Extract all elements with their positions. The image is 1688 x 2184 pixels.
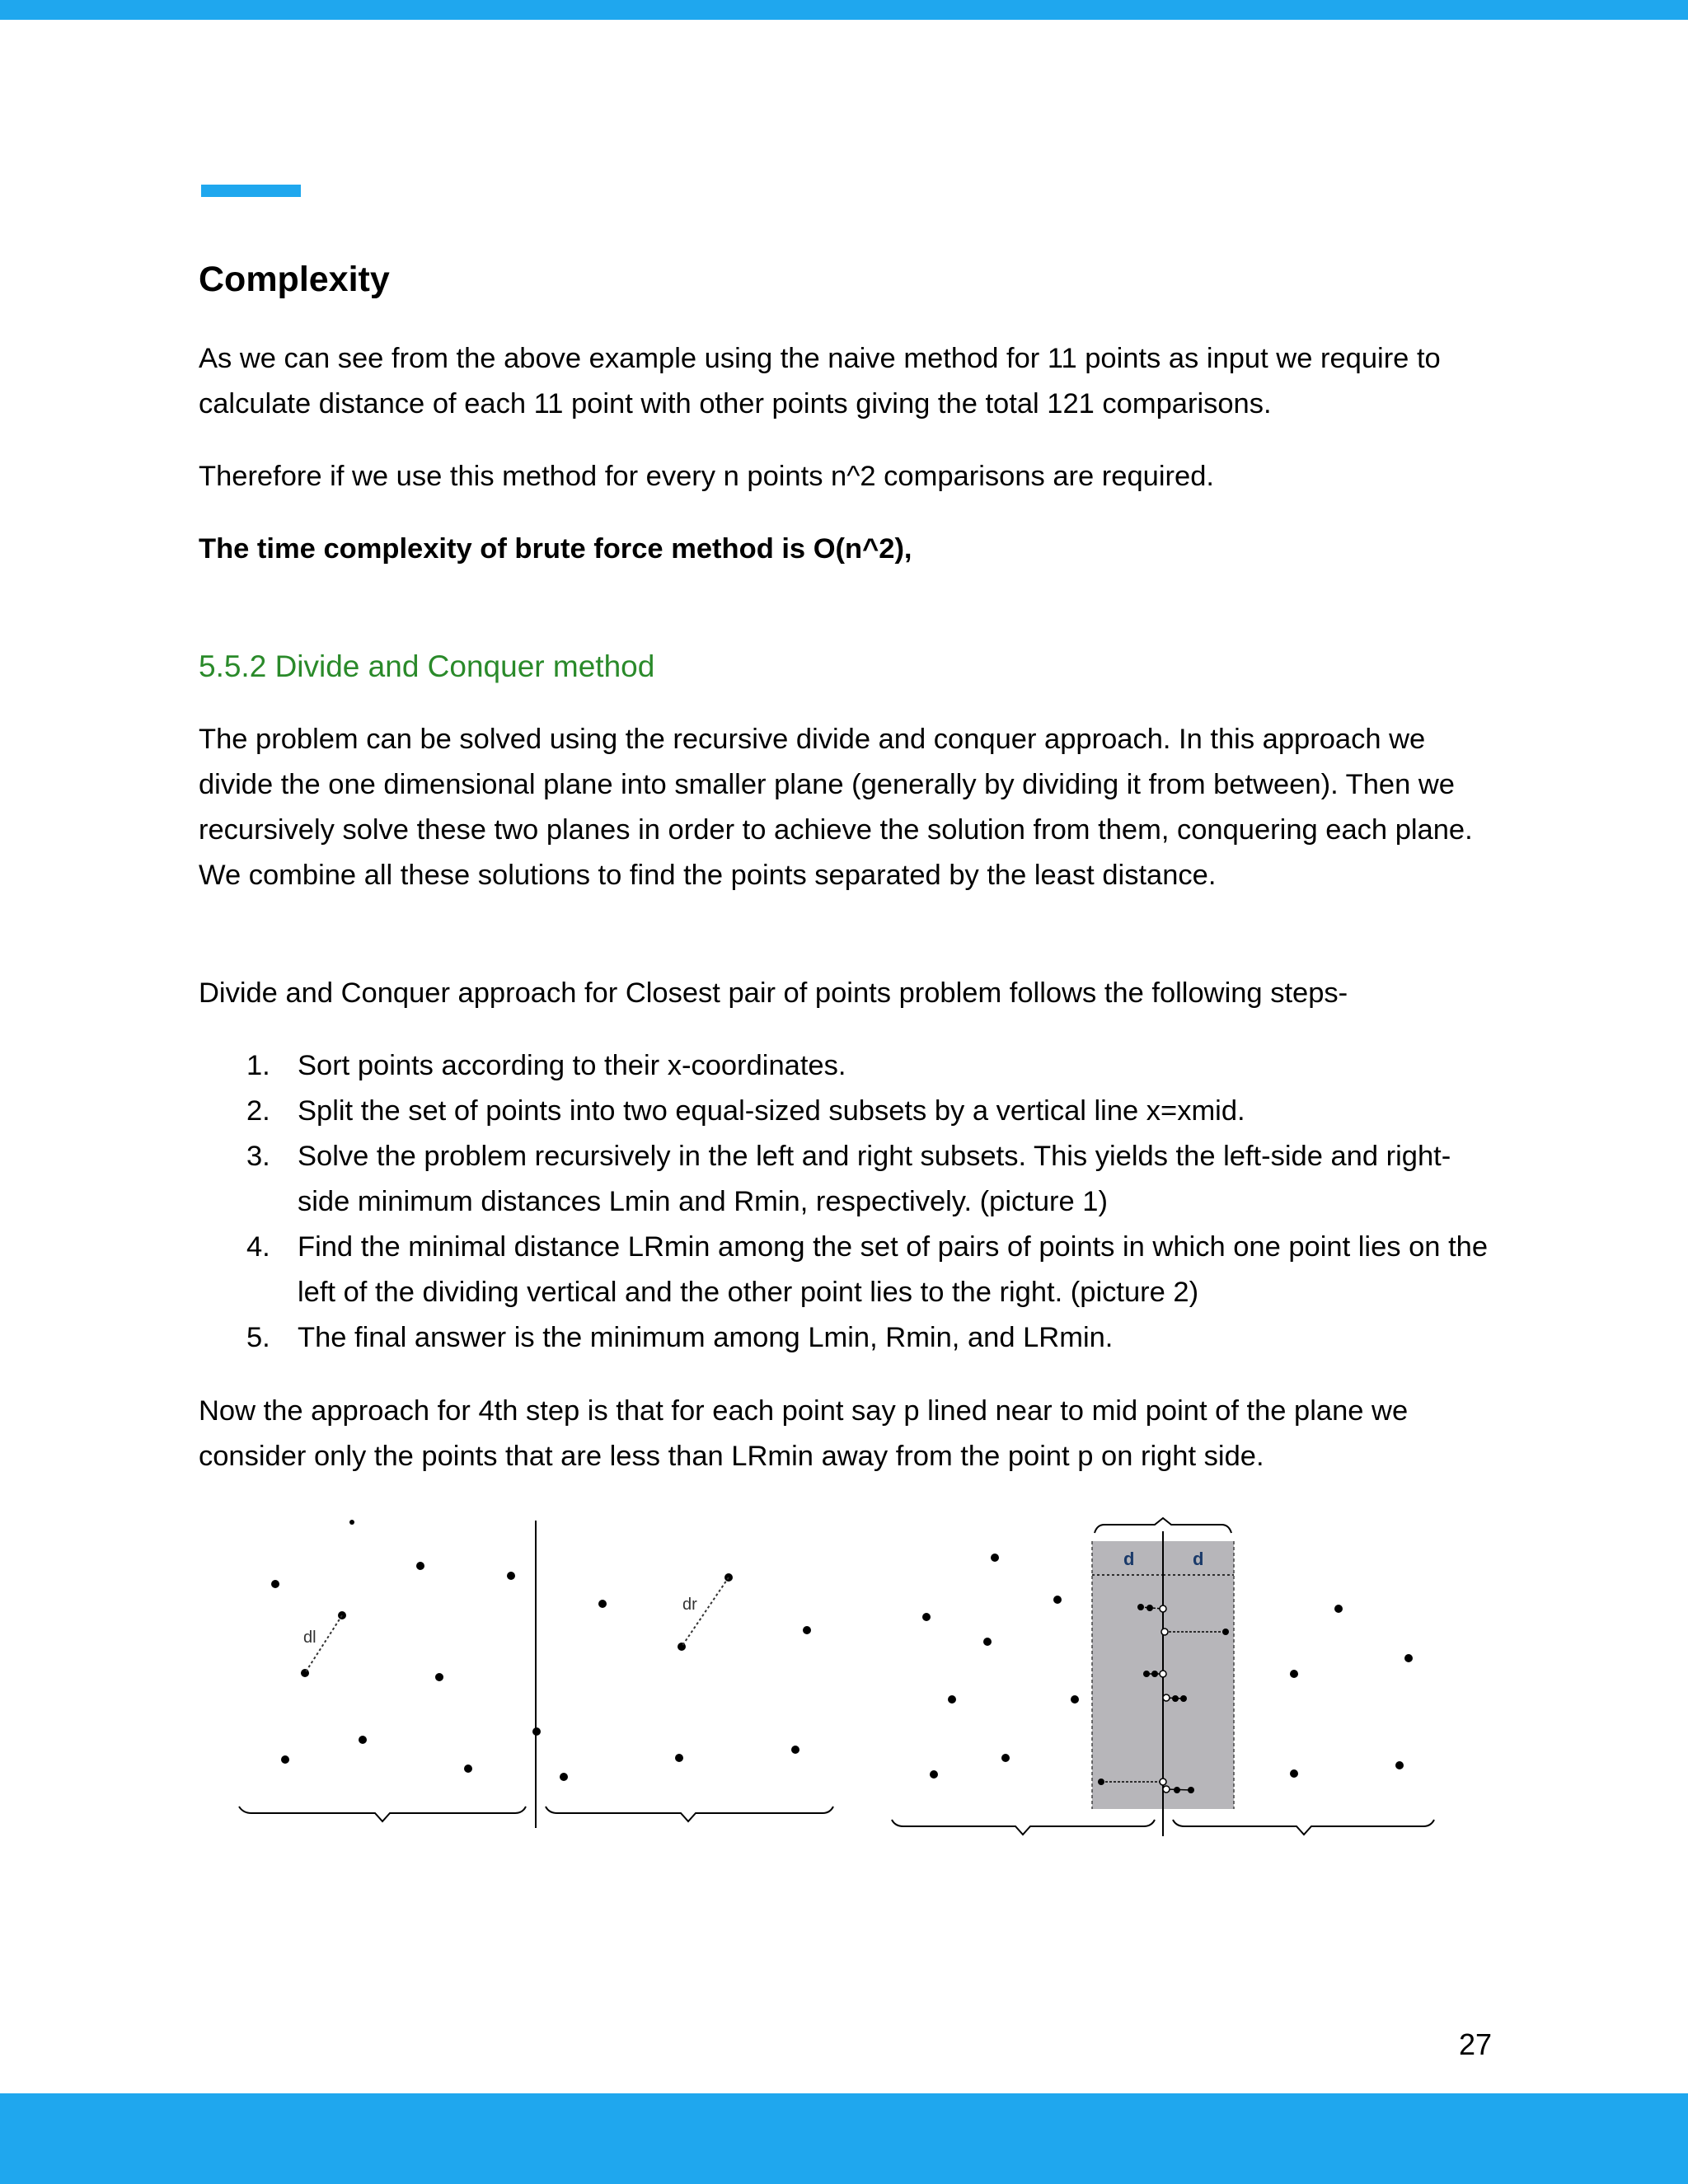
dl-label: dl	[303, 1629, 316, 1647]
step-number: 2.	[246, 1095, 270, 1127]
picture-1-left-right-recursion	[239, 1520, 833, 1828]
step-text: Split the set of points into two equal-sized subsets by a vertical line x=xmid.	[298, 1095, 1245, 1127]
steps-list	[199, 1043, 1493, 1361]
list-item	[199, 1315, 1493, 1361]
paragraph-fourth-step: Now the approach for 4th step is that for each point say p lined near to mid point of the plane we consider only the points that are less than LRmin away from the point p on right side.	[199, 1395, 1409, 1472]
strip-d-label-right: d	[1193, 1549, 1204, 1569]
picture-2-strip	[892, 1518, 1434, 1836]
strip-d-label-left: d	[1123, 1549, 1135, 1569]
list-item	[199, 1089, 1493, 1134]
step-text: Sort points according to their x-coordinates.	[298, 1050, 846, 1081]
closest-pair-figure	[223, 1510, 1442, 1840]
left-half-brace	[892, 1820, 1155, 1835]
paragraph-naive-example: As we can see from the above example using the naive method for 11 points as input we require to calculate distance of each 11 point with other points giving the total 121 comparisons.	[199, 343, 1441, 419]
paragraph-time-complexity: The time complexity of brute force method is O(n^2),	[199, 533, 912, 565]
dr-label: dr	[682, 1596, 697, 1614]
paragraph-divide-conquer-intro: The problem can be solved using the recursive divide and conquer approach. In this approach we divide the one dimensional plane into smaller plane (generally by dividing it from between). Then we recursively solve these two planes in order to achieve the solution from them, conquering each plane. We combine all these solutions to find the points separated by the least distance.	[199, 724, 1473, 891]
bottom-accent-bar	[0, 2093, 1688, 2184]
step-number: 4.	[246, 1231, 270, 1263]
step-number: 1.	[246, 1050, 270, 1081]
section-heading: Complexity	[199, 260, 390, 299]
step-number: 5.	[246, 1322, 270, 1353]
step-text: Find the minimal distance LRmin among the set of pairs of points in which one point lies on the left of the dividing vertical and the other point lies to the right. (picture 2)	[298, 1231, 1489, 1308]
subsection-heading: 5.5.2 Divide and Conquer method	[199, 649, 655, 683]
page-number: 27	[1458, 2027, 1492, 2061]
strip-top-brace	[1095, 1518, 1231, 1533]
top-accent-bar	[0, 0, 1688, 20]
list-item	[199, 1225, 1493, 1315]
section-accent-dash	[201, 185, 301, 197]
left-brace	[239, 1807, 526, 1821]
list-item	[199, 1043, 1493, 1089]
step-number: 3.	[246, 1141, 270, 1172]
list-item	[199, 1134, 1493, 1225]
step-text: Solve the problem recursively in the left and right subsets. This yields the left-side and right-side minimum distances Lmin and Rmin, respectively. (picture 1)	[298, 1141, 1451, 1217]
step-text: The final answer is the minimum among Lmin, Rmin, and LRmin.	[298, 1322, 1114, 1353]
right-brace	[546, 1807, 833, 1821]
right-half-brace	[1173, 1820, 1434, 1835]
paragraph-steps-intro: Divide and Conquer approach for Closest pair of points problem follows the following steps-	[199, 977, 1348, 1009]
paragraph-n-squared: Therefore if we use this method for every n points n^2 comparisons are required.	[199, 461, 1214, 492]
